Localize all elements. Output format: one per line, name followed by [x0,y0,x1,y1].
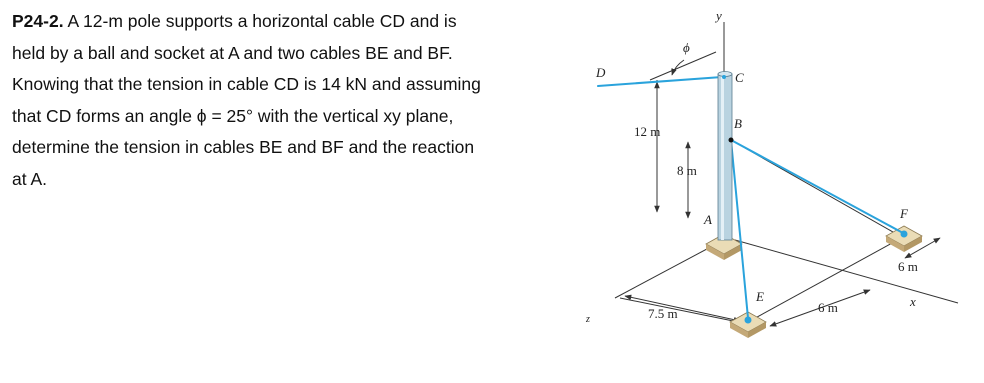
dim-6m-bottom: 6 m [818,300,838,315]
label-e: E [756,289,764,304]
phi-arc [672,60,684,75]
dim-6m-right: 6 m [898,259,918,274]
label-y: y [716,8,722,23]
label-c: C [735,70,744,85]
problem-statement [12,6,572,195]
base-f [886,226,922,252]
x-axis [735,240,958,303]
cable-bf [731,140,903,233]
label-phi: ϕ [683,40,690,55]
problem-line [12,6,572,38]
problem-line: that CD forms an angle ϕ = 25° with the vertical xy plane, [12,105,454,126]
dim-75m: 7.5 m [648,306,678,321]
problem-line: determine the tension in cables BE and BF and the reaction [12,137,475,157]
point-c [722,75,726,79]
cable-be [731,140,748,318]
z-axis [615,242,720,298]
phi-ref-line [650,52,716,80]
dim-8m: 8 m [677,163,697,178]
dim-12m: 12 m [634,124,661,139]
problem-line: at A. [12,168,48,189]
ground-line-e [620,298,748,324]
label-f: F [900,206,908,221]
problem-line-text: A 12-m pole supports a horizontal cable CD and is [67,11,457,31]
point-b [729,138,734,143]
label-b: B [734,116,742,131]
label-z: z [586,314,590,325]
label-d: D [596,65,606,80]
label-a: A [704,212,712,227]
pole-cable-figure [570,0,984,383]
problem-number: P24-2. [12,11,64,31]
label-x: x [910,294,916,309]
dim-75m-line [625,296,740,321]
problem-line: Knowing that the tension in cable CD is 14 kN and assuming [12,74,481,94]
problem-line: held by a ball and socket at A and two cables BE and BF. [12,42,453,63]
cable-cd [598,77,722,86]
pole [718,72,734,241]
